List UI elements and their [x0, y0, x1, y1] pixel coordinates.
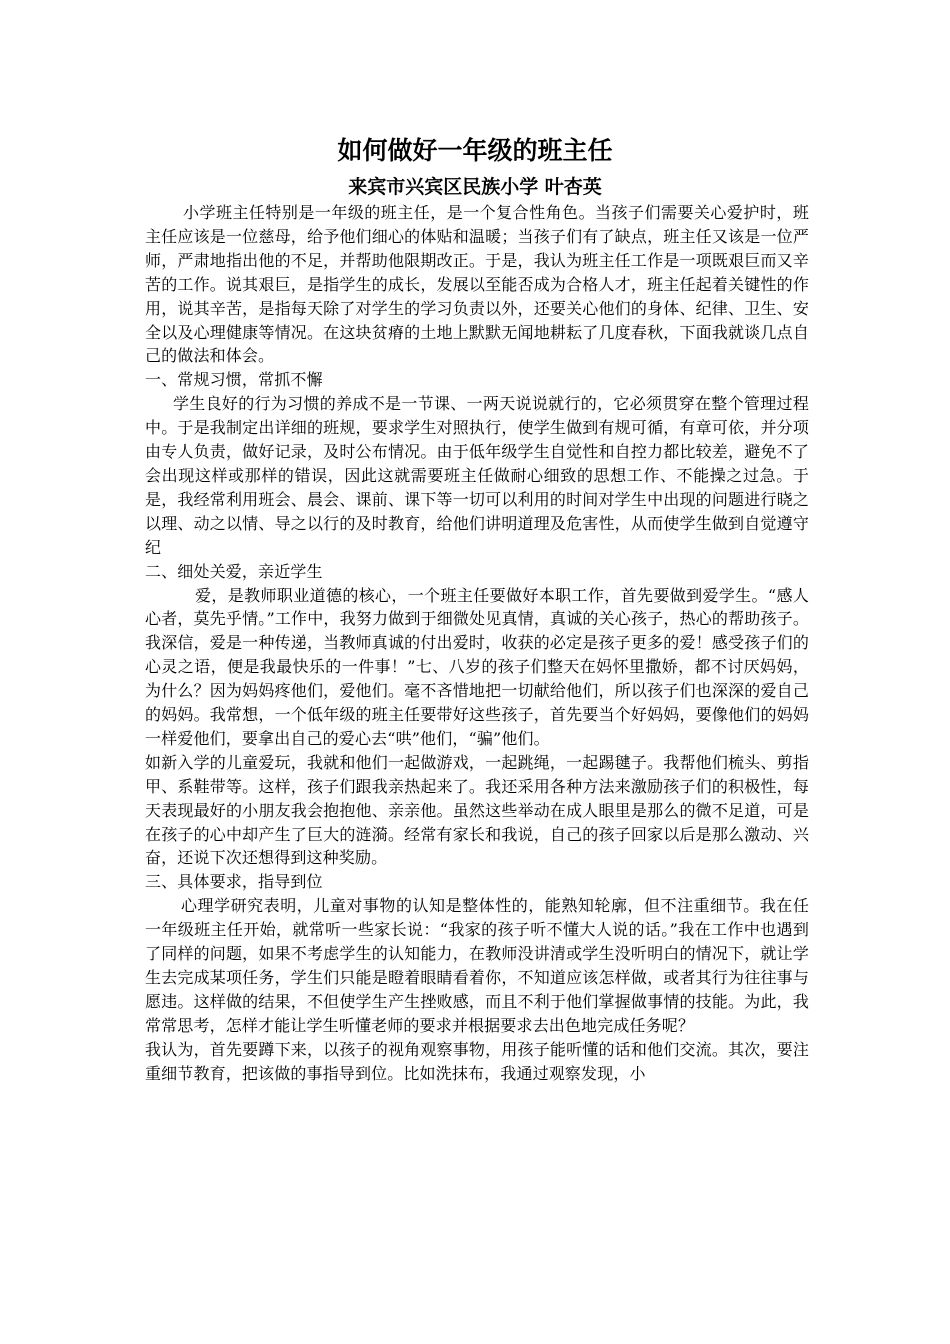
author-line: 来宾市兴宾区民族小学 叶杏英	[348, 176, 602, 198]
section-2-paragraph-a: 爱，是教师职业道德的核心，一个班主任要做好本职工作，首先要做到爱学生。“感人心者，莫先乎情。”工作中，我努力做到于细微处见真情，真诚的关心孩子，热心的帮助孩子。我深信，爱是一种传递，当教师真诚的付出爱时，收获的必定是孩子更多的爱！感受孩子们的心灵之语，便是我最快乐的一件事！”七、八岁的孩子们整天在妈怀里撒娇，都不讨厌妈妈，为什么？因为妈妈疼他们，爱他们。毫不吝惜地把一切献给他们，所以孩子们也深深的爱自己的妈妈。我常想，一个低年级的班主任要带好这些孩子，首先要当个好妈妈，要像他们的妈妈一样爱他们，要拿出自己的爱心去“哄”他们，“骗”他们。	[145, 585, 809, 748]
document-body	[145, 201, 809, 1086]
document-title: 如何做好一年级的班主任	[337, 136, 613, 165]
section-heading-3: 三、具体要求，指导到位	[145, 872, 323, 892]
section-3-paragraph-b: 我认为，首先要蹲下来，以孩子的视角观察事物，用孩子能听懂的话和他们交流。其次，要注重细节教育，把该做的事指导到位。比如洗抹布，我通过观察发现，小	[145, 1039, 809, 1083]
intro-paragraph: 小学班主任特别是一年级的班主任，是一个复合性角色。当孩子们需要关心爱护时，班主任应该是一位慈母，给予他们细心的体贴和温暖；当孩子们有了缺点，班主任又该是一位严师，严肃地指出他的不足，并帮助他限期改正。于是，我认为班主任工作是一项既艰巨而又辛苦的工作。说其艰巨，是指学生的成长，发展以至能否成为合格人才，班主任起着关键性的作用，说其辛苦，是指每天除了对学生的学习负责以外，还要关心他们的身体、纪律、卫生、安全以及心理健康等情况。在这块贫瘠的土地上默默无闻地耕耘了几度春秋，下面我就谈几点自己的做法和体会。	[145, 203, 809, 366]
section-1-paragraph: 学生良好的行为习惯的养成不是一节课、一两天说说就行的，它必须贯穿在整个管理过程中。于是我制定出详细的班规，要求学生对照执行，使学生做到有规可循，有章可依，并分项由专人负责，做好记录，及时公布情况。由于低年级学生自觉性和自控力都比较差，避免不了会出现这样或那样的错误，因此这就需要班主任做耐心细致的思想工作、不能操之过急。于是，我经常利用班会、晨会、课前、课下等一切可以利用的时间对学生中出现的问题进行晓之以理、动之以情、导之以行的及时教育，给他们讲明道理及危害性，从而使学生做到自觉遵守纪	[145, 394, 809, 557]
section-2-paragraph-b: 如新入学的儿童爱玩，我就和他们一起做游戏，一起跳绳，一起踢毽子。我帮他们梳头、剪指甲、系鞋带等。这样，孩子们跟我亲热起来了。我还采用各种方法来激励孩子们的积极性，每天表现最好的小朋友我会抱抱他、亲亲他。虽然这些举动在成人眼里是那么的微不足道，可是在孩子的心中却产生了巨大的涟漪。经常有家长和我说，自己的孩子回家以后是那么激动、兴奋，还说下次还想得到这种奖励。	[145, 752, 809, 868]
section-heading-1: 一、常规习惯，常抓不懈	[145, 370, 323, 390]
section-3-paragraph-a: 心理学研究表明，儿童对事物的认知是整体性的，能熟知轮廓，但不注重细节。我在任一年级班主任开始，就常听一些家长说：“我家的孩子听不懂大人说的话。”我在工作中也遇到了同样的问题，如果不考虑学生的认知能力，在教师没讲清或学生没听明白的情况下，就让学生去完成某项任务，学生们只能是瞪着眼睛看着你，不知道应该怎样做，或者其行为往往事与愿违。这样做的结果，不但使学生产生挫败感，而且不利于他们掌握做事情的技能。为此，我常常思考，怎样才能让学生听懂老师的要求并根据要求去出色地完成任务呢？	[145, 896, 809, 1035]
section-heading-2: 二、细处关爱，亲近学生	[145, 561, 323, 581]
